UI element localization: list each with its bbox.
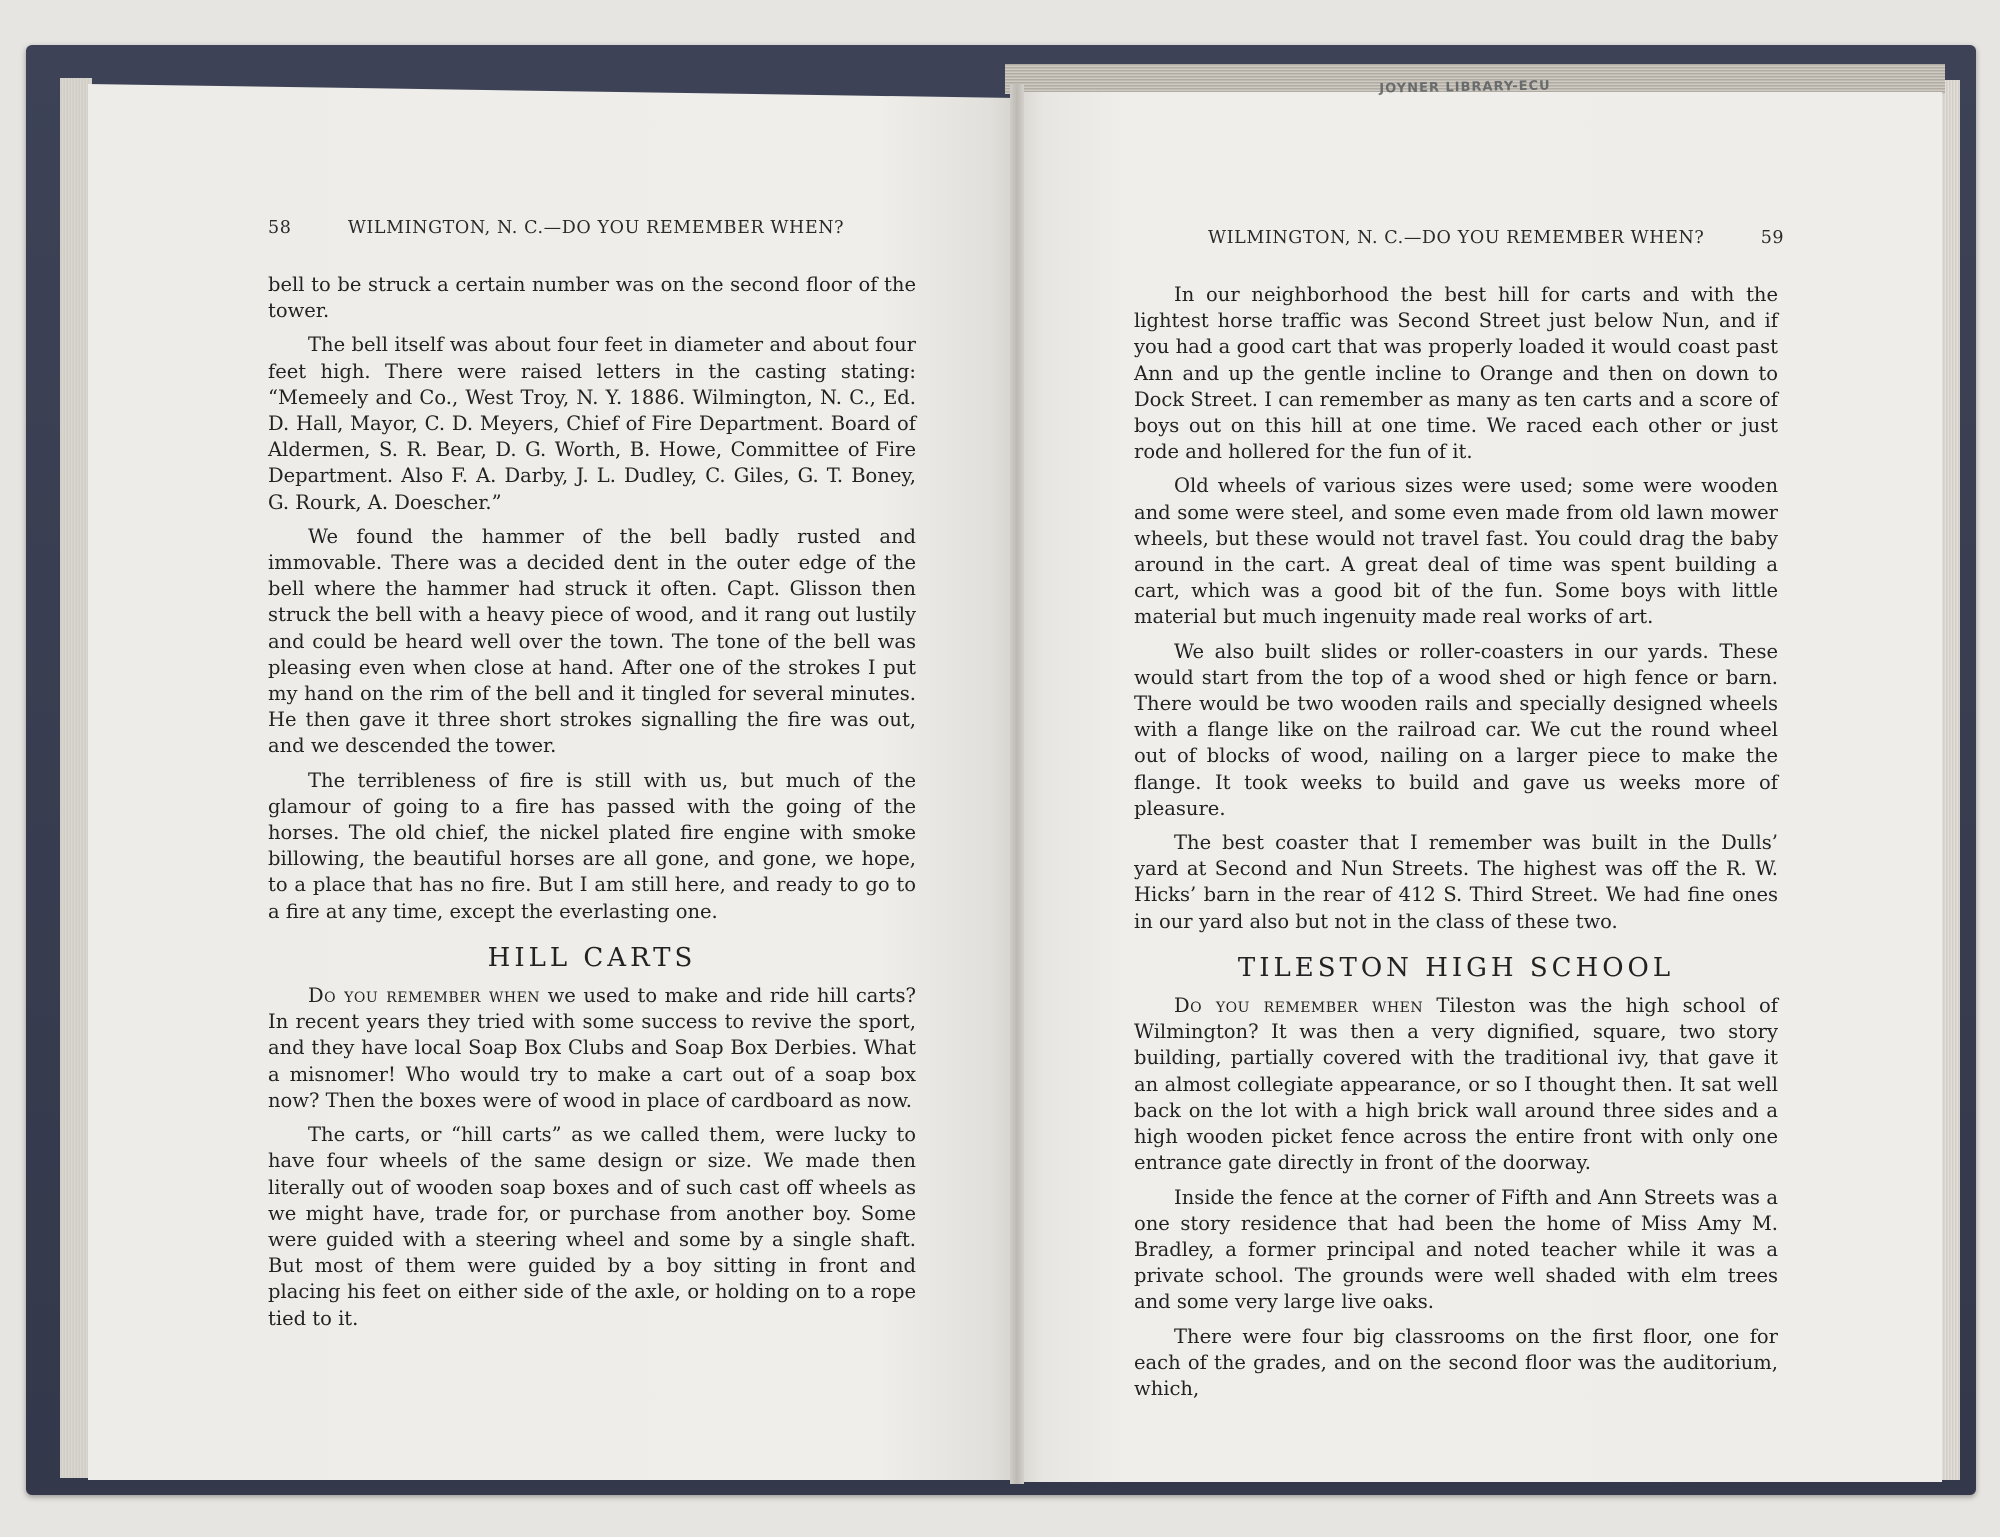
right-page-number: 59 — [1760, 228, 1785, 248]
section-title-tileston: TILESTON HIGH SCHOOL — [1237, 952, 1675, 983]
book-gutter — [1010, 84, 1024, 1484]
hill-carts-paragraph-1 — [268, 983, 916, 1114]
right-paragraph-3: We also built slides or roller-coasters in our yards. These would start from the top of a wood shed or high fence or barn. There would be two wooden rails and specially designed wheels with a flange like on the railroad car. We cut the round wheel out of blocks of wood, nailing on a larger piece to make the flange. It took weeks to build and gave us weeks more of pleasure. — [1134, 639, 1778, 820]
page-stack-right — [1940, 80, 1960, 1480]
left-running-head — [268, 218, 844, 238]
right-paragraph-2: Old wheels of various sizes were used; some were wooden and some were steel, and some even made from old lawn mower wheels, but these would not travel fast. You could drag the baby around in the cart. A great deal of time was spent building a cart, which was a good bit of the fun. Some boys with little material but much ingenuity made real works of art. — [1134, 474, 1778, 629]
tileston-paragraph-2: Inside the fence at the corner of Fifth and Ann Streets was a one story residence that had been the home of Miss Amy M. Bradley, a former principal and noted teacher while it was a private school. The grounds were well shaded with elm trees and some very large live oaks. — [1134, 1185, 1778, 1314]
left-paragraph-4: The terribleness of fire is still with us, but much of the glamour of going to a fire has passed with the going of the horses. The old chief, the nickel plated fire engine with smoke billowing, the beautiful horses are all gone, and gone, we hope, to a place that has no fire. But I am still here, and ready to go to a fire at any time, except the everlasting one. — [268, 768, 916, 923]
library-stamp: JOYNER LIBRARY-ECU — [1379, 78, 1551, 97]
section-title-hill-carts: HILL CARTS — [487, 942, 697, 973]
tileston-lead: Do you remember when — [1174, 994, 1424, 1018]
page-stack-left — [60, 78, 92, 1478]
right-running-title: WILMINGTON, N. C.—DO YOU REMEMBER WHEN? — [1208, 228, 1705, 248]
hill-carts-paragraph-2: The carts, or “hill carts” as we called them, were lucky to have four wheels of the same design or size. We made then literally out of wooden soap boxes and of such cast off wheels as we might have, trade for, or purchase from another boy. Some were guided with a steering wheel and some by a single shaft. But most of them were guided by a boy sitting in front and placing his feet on either side of the axle, or holding on to a rope tied to it. — [268, 1123, 916, 1330]
left-paragraph-1: bell to be struck a certain number was on the second floor of the tower. — [268, 273, 916, 323]
left-running-title: WILMINGTON, N. C.—DO YOU REMEMBER WHEN? — [347, 218, 845, 238]
left-paragraph-2: The bell itself was about four feet in diameter and about four feet high. There were raised letters in the casting stating: “Memeely and Co., West Troy, N. Y. 1886. Wilmington, N. C., Ed. D. Hall, Mayor, C. D. Meyers, Chief of Fire Department. Board of Aldermen, S. R. Bear, D. G. Worth, B. Howe, Committee of Fire Department. Also F. A. Darby, J. L. Dudley, C. Giles, G. T. Boney, G. Rourk, A. Doescher.” — [268, 333, 916, 514]
right-text-column — [1134, 282, 1778, 1410]
left-paragraph-3: We found the hammer of the bell badly rusted and immovable. There was a decided dent in the outer edge of the bell where the hammer had struck it often. Capt. Glisson then struck the bell with a heavy piece of wood, and it rang out lustily and could be heard well over the town. The tone of the bell was pleasing even when close at hand. After one of the strokes I put my hand on the rim of the bell and it tingled for several minutes. He then gave it three short strokes signalling the fire was out, and we descended the tower. — [268, 524, 916, 758]
right-paragraph-1: In our neighborhood the best hill for carts and with the lightest horse traffic was Second Street just below Nun, and if you had a good cart that was properly loaded it would coast past Ann and up the gentle incline to Orange and then on down to Dock Street. I can remember as many as ten carts and a score of boys out on this hill at one time. We raced each other or just rode and hollered for the fun of it. — [1134, 283, 1778, 464]
left-page-number: 58 — [268, 218, 292, 238]
left-text-column — [268, 272, 916, 1340]
hill-carts-paragraph-1-text: we used to make and ride hill carts? In recent years they tried with some success to revive the sport, and they have local Soap Box Clubs and Soap Box Derbies. What a misnomer! Who would try to make a cart out of a soap box now? Then the boxes were of wood in place of cardboard as now. — [268, 984, 916, 1112]
hill-carts-lead: Do you remember when — [308, 984, 541, 1008]
tileston-paragraph-1 — [1134, 993, 1778, 1176]
tileston-paragraph-1-text: Tileston was the high school of Wilmington? It was then a very dignified, square, two story building, partially covered with the traditional ivy, that gave it an almost collegiate appearance, or so I thought then. It sat well back on the lot with a high brick wall around three sides and a high wooden picket fence across the entire front with only one entrance gate directly in front of the doorway. — [1134, 994, 1778, 1175]
tileston-paragraph-3: There were four big classrooms on the first floor, one for each of the grades, and on the second floor was the auditorium, which, — [1134, 1324, 1778, 1400]
right-running-head — [1208, 228, 1784, 248]
right-paragraph-4: The best coaster that I remember was built in the Dulls’ yard at Second and Nun Streets. The highest was off the R. W. Hicks’ barn in the rear of 412 S. Third Street. We had fine ones in our yard also but not in the class of these two. — [1134, 831, 1778, 933]
